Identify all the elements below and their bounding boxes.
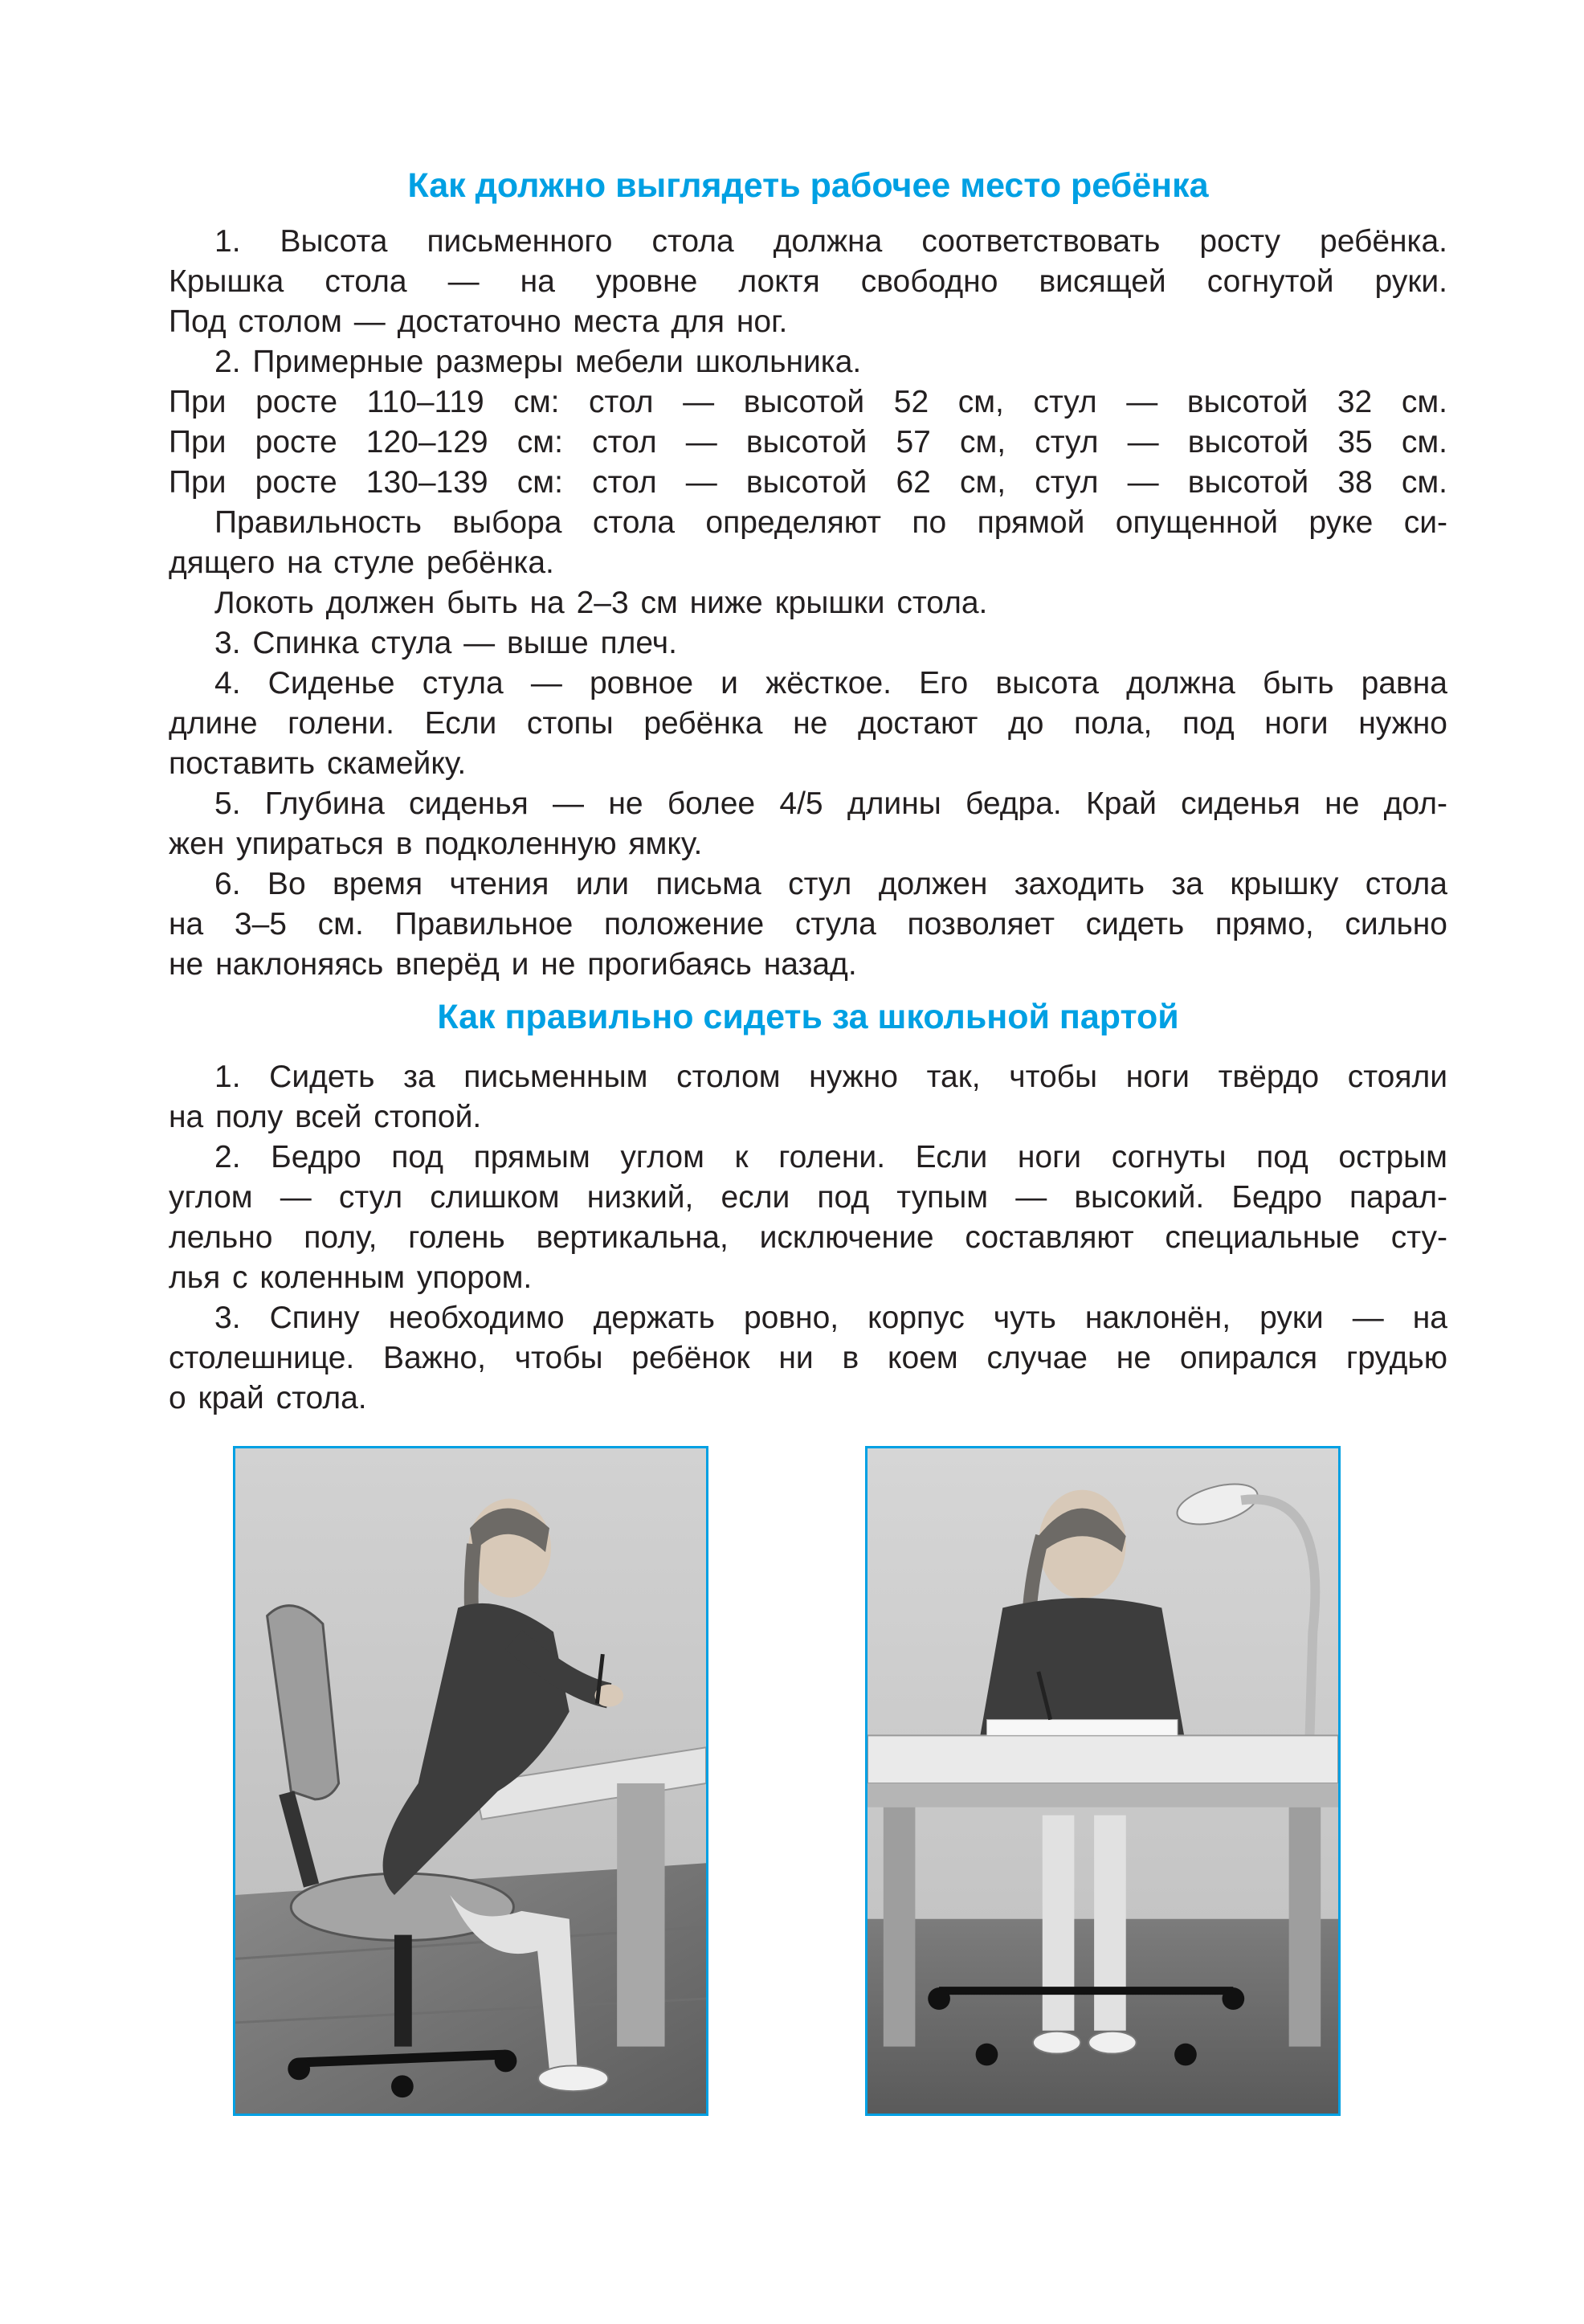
- section1-body: [169, 222, 1447, 985]
- paragraph-elbow: Локоть должен быть на 2–3 см ниже крышки стола.: [214, 586, 988, 620]
- size-row-130: При росте 130–139 см: стол — высотой 62 см, стул — высотой 38 см.: [169, 465, 1447, 500]
- paragraph-seat: 4. Сиденье стула — ровное и жёсткое. Его высота должна быть равна длине голени. Если стопы ребёнка не достают до пола, под ноги нужно поставить скамейку.: [169, 666, 1447, 781]
- paragraph-seat-depth: 5. Глубина сиденья — не более 4/5 длины бедра. Край сиденья не дол- жен упираться в подколенную ямку.: [169, 786, 1447, 861]
- paragraph-feet: 1. Сидеть за письменным столом нужно так, чтобы ноги твёрдо стояли на полу всей стопой.: [169, 1060, 1447, 1134]
- paragraph-table-height: 1. Высота письменного стола должна соответствовать росту ребёнка. Крышка стола — на уровне локтя свободно висящей согнутой руки. Под столом — достаточно места для ног.: [169, 224, 1447, 339]
- paragraph-table-choice: Правильность выбора стола определяют по прямой опущенной руке си- дящего на стуле ребёнка.: [169, 505, 1447, 580]
- paragraph-back: 3. Спину необходимо держать ровно, корпус чуть наклонён, руки — на столешнице. Важно, чтобы ребёнок ни в коем случае не опирался грудью о край стола.: [169, 1301, 1447, 1415]
- size-row-110: При росте 110–119 см: стол — высотой 52 см, стул — высотой 32 см.: [169, 385, 1447, 419]
- section2-heading: Как правильно сидеть за школьной партой: [437, 998, 1179, 1036]
- side-view-illustration: [235, 1448, 706, 2114]
- paragraph-thigh: 2. Бедро под прямым углом к голени. Если ноги согнуты под острым углом — стул слишком низкий, если под тупым — высокий. Бедро парал- лельно полу, голень вертикальна, исключение составляют специальные сту- лья с коленным упором.: [169, 1140, 1447, 1295]
- front-view-illustration: [868, 1448, 1338, 2114]
- section1-heading: Как должно выглядеть рабочее место ребёнка: [407, 166, 1209, 205]
- photo-side-view: [233, 1446, 708, 2116]
- size-row-120: При росте 120–129 см: стол — высотой 57 см, стул — высотой 35 см.: [169, 425, 1447, 459]
- paragraph-chair-position: 6. Во время чтения или письма стул должен заходить за крышку стола на 3–5 см. Правильное положение стула позволяет сидеть прямо, сильно не наклоняясь вперёд и не прогибаясь назад.: [169, 867, 1447, 982]
- paragraph-furniture-sizes: 2. Примерные размеры мебели школьника.: [214, 345, 862, 379]
- section2-body: [169, 1057, 1447, 1419]
- photo-front-view: [865, 1446, 1341, 2116]
- paragraph-chair-back: 3. Спинка стула — выше плеч.: [214, 626, 677, 660]
